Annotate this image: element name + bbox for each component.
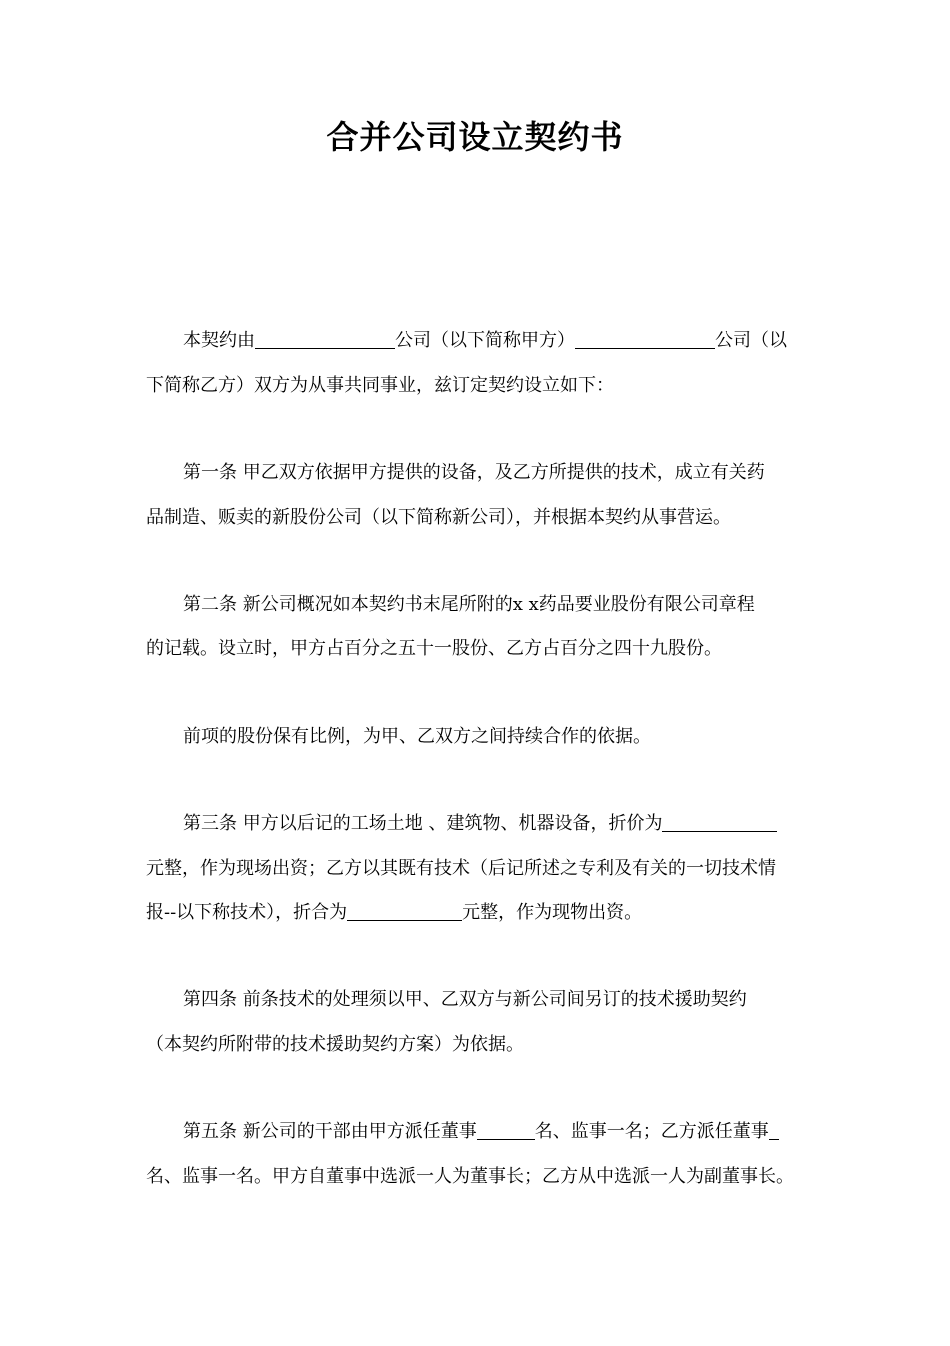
article3-text-2: 报--以下称技术），折合为 [146,902,348,923]
party-a-blank [255,330,395,349]
party-b-blank [575,330,715,349]
directors-b-blank [769,1121,779,1140]
article2-line-2: 的记载。设立时，甲方占百分之五十一股份、乙方占百分之四十九股份。 [146,638,722,659]
article1-line-1: 第一条 甲乙双方依据甲方提供的设备，及乙方所提供的技术，成立有关药 [183,462,765,483]
article2-line-1: 第二条 新公司概况如本契约书末尾所附的x x药品要业股份有限公司章程 [183,594,755,615]
article2-line-3: 前项的股份保有比例，为甲、乙双方之间持续合作的依据。 [183,726,651,747]
preamble-line-2: 下简称乙方）双方为从事共同事业，兹订定契约设立如下： [146,375,614,396]
article4-line-2: （本契约所附带的技术援助契约方案）为依据。 [146,1034,524,1055]
land-value-blank [662,813,777,832]
tech-value-blank [347,902,462,921]
article3-line-2: 元整，作为现场出资；乙方以其既有技术（后记所述之专利及有关的一切技术情 [146,858,776,879]
directors-a-blank [477,1121,535,1140]
article3-line-1 [183,812,777,836]
article3-text-3: 元整，作为现物出资。 [462,902,643,923]
article5-text-2: 名、监事一名；乙方派任董事 [534,1121,769,1142]
preamble-line-1 [183,329,787,353]
preamble-text-1: 本契约由 [183,330,255,351]
article3-text-1: 第三条 甲方以后记的工场土地 、建筑物、机器设备，折价为 [183,813,663,834]
article3-line-3 [146,901,642,925]
article5-line-2: 名、监事一名。甲方自董事中选派一人为董事长；乙方从中选派一人为副董事长。 [146,1166,794,1187]
article4-line-1: 第四条 前条技术的处理须以甲、乙双方与新公司间另订的技术援助契约 [183,989,747,1010]
document-title: 合并公司设立契约书 [326,118,624,156]
article5-line-1 [183,1120,779,1144]
article5-text-1: 第五条 新公司的干部由甲方派任董事 [183,1121,477,1142]
preamble-text-2: 公司（以下简称甲方） [395,330,575,351]
article1-line-2: 品制造、贩卖的新股份公司（以下简称新公司），并根据本契约从事营运。 [146,507,731,528]
preamble-text-3: 公司（以 [715,330,787,351]
